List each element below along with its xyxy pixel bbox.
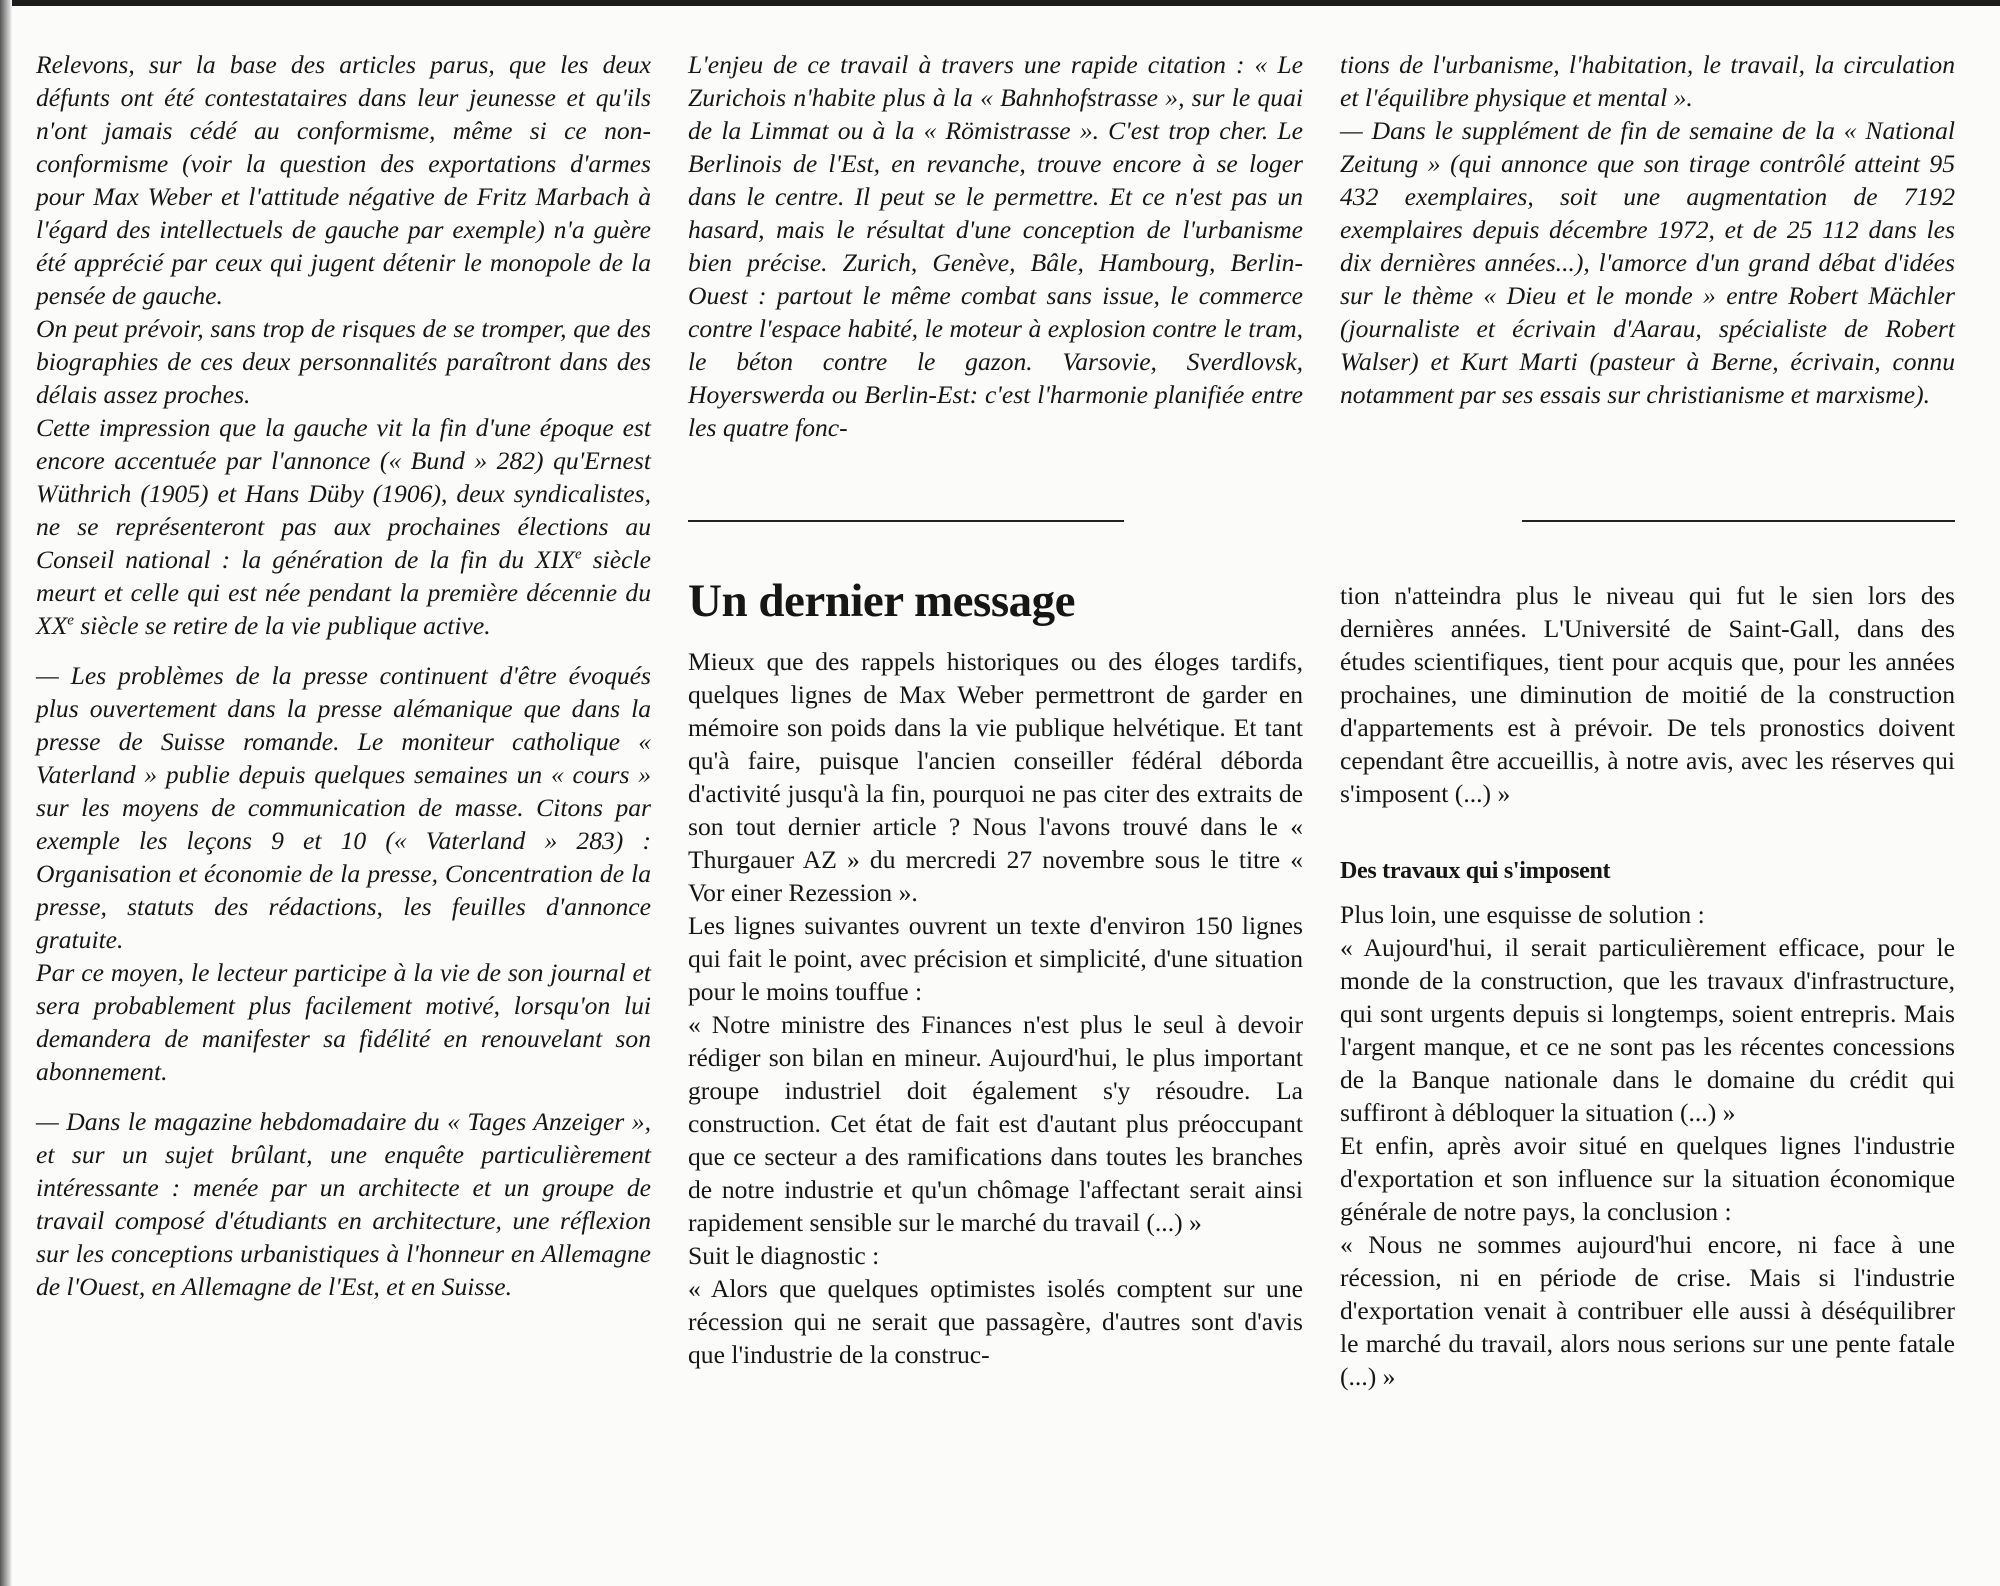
page-top-edge: [0, 0, 2000, 6]
left-column: [36, 48, 651, 1303]
paragraph: — Dans le supplément de fin de semaine de la « National Zeitung » (qui annonce que son tirage contrôlé atteint 95 432 exemplaires, soit une augmentation de 7192 exemplaires depuis décembre 1972, et de 25 112 dans les dix dernières années...), l'amorce d'un grand débat d'idées sur le thème « Dieu et le monde » entre Robert Mächler (journaliste et écrivain d'Aarau, spécialiste de Robert Walser) et Kurt Marti (pasteur à Berne, écrivain, connu notamment par ses essais sur christianisme et marxisme).: [1340, 116, 1955, 409]
paragraph: « Aujourd'hui, il serait particulièrement efficace, pour le monde de la construction, que les travaux d'infrastructure, qui sont urgents depuis si longtemps, soient entrepris. Mais l'argent manque, et ce ne sont pas les récentes concessions de la Banque nationale dans le domaine du crédit qui suffiront à débloquer la situation (...) »: [1340, 933, 1955, 1127]
superscript: e: [574, 546, 582, 563]
divider-rule: [1522, 520, 1955, 522]
paragraph: Par ce moyen, le lecteur participe à la vie de son journal et sera probablement plus facilement motivé, lorsqu'on lui demandera de manifester sa fidélité en renouvelant son abonnement.: [36, 958, 651, 1086]
paragraph: — Les problèmes de la presse continuent d'être évoqués plus ouvertement dans la presse alémanique que dans la presse de Suisse romande. Le moniteur catholique « Vaterland » publie depuis quelques semaines un « cours » sur les moyens de communication de masse. Citons par exemple les leçons 9 et 10 (« Vaterland » 283) : Organisation et économie de la presse, Concentration de la presse, statuts des rédactions, les feuilles d'annonce gratuite.: [36, 661, 651, 954]
page-left-edge: [0, 0, 12, 1586]
paragraph: On peut prévoir, sans trop de risques de se tromper, que des biographies de ces deux personnalités paraîtront dans des délais assez proches.: [36, 314, 651, 409]
text-run: siècle meurt et celle qui est née pendant la première décennie du XX: [36, 545, 651, 640]
paragraph: Mieux que des rappels historiques ou des éloges tardifs, quelques lignes de Max Weber permettront de garder en mémoire son poids dans la vie publique helvétique. Et tant qu'à faire, puisque l'ancien conseiller fédéral déborda d'activité jusqu'à la fin, pourquoi ne pas citer des extraits de son tout dernier article ? Nous l'avons trouvé dans le « Thurgauer AZ » du mercredi 27 novembre sous le titre « Vor einer Rezession ».: [688, 647, 1303, 907]
paragraph: « Nous ne sommes aujourd'hui encore, ni face à une récession, ni en période de crise. Mais si l'industrie d'exportation venait à contribuer elle aussi à déséquilibrer le marché du travail, alors nous serions sur une pente fatale (...) »: [1340, 1230, 1955, 1391]
paragraph: Et enfin, après avoir situé en quelques lignes l'industrie d'exportation et son influence sur la situation économique générale de notre pays, la conclusion :: [1340, 1131, 1955, 1226]
paragraph: « Notre ministre des Finances n'est plus le seul à devoir rédiger son bilan en mineur. Aujourd'hui, le plus important groupe industriel doit également s'y résoudre. La construction. Cet état de fait est d'autant plus préoccupant que ce secteur a des ramifications dans toutes les branches de notre industrie et qu'un chômage l'affectant serait ainsi rapidement sensible sur le marché du travail (...) »: [688, 1010, 1303, 1237]
text-run: Cette impression que la gauche vit la fin d'une époque est encore accentuée par l'annonce (« Bund » 282) qu'Ernest Wüthrich (1905) et Hans Düby (1906), deux syndicalistes, ne se représenteront pas aux prochaines élections au Conseil national : la génération de la fin du XIX: [36, 413, 651, 574]
divider-rule: [688, 520, 1124, 522]
article-subheading: Des travaux qui s'imposent: [1340, 858, 1611, 884]
paragraph: Les lignes suivantes ouvrent un texte d'environ 150 lignes qui fait le point, avec précision et simplicité, d'une situation pour le moins touffue :: [688, 911, 1303, 1006]
article-headline: Un dernier message: [688, 575, 1075, 627]
paragraph: tion n'atteindra plus le niveau qui fut le sien lors des dernières années. L'Université de Saint-Gall, dans des études scientifiques, tient pour acquis que, pour les années prochaines, une diminution de moitié de la construction d'appartements est à prévoir. De tels pronostics doivent cependant être accueillis, à notre avis, avec les réserves qui s'imposent (...) »: [1340, 581, 1955, 808]
text-run: siècle se retire de la vie publique active.: [73, 611, 491, 640]
paragraph: Suit le diagnostic :: [688, 1241, 880, 1270]
paragraph: L'enjeu de ce travail à travers une rapide citation : « Le Zurichois n'habite plus à la « Bahnhofstrasse », sur le quai de la Limmat ou à la « Römistrasse ». C'est trop cher. Le Berlinois de l'Est, en revanche, trouve encore à se loger dans le centre. Il peut se le permettre. Et ce n'est pas un hasard, mais le résultat d'une conception de l'urbanisme bien précise. Zurich, Genève, Bâle, Hambourg, Berlin-Ouest : partout le même combat sans issue, le commerce contre l'espace habité, le moteur à explosion contre le tram, le béton contre le gazon. Varsovie, Sverdlovsk, Hoyerswerda ou Berlin-Est: c'est l'harmonie planifiée entre les quatre fonc-: [688, 50, 1303, 442]
article-right-column: [1340, 579, 1955, 1393]
paragraph: — Dans le magazine hebdomadaire du « Tages Anzeiger », et sur un sujet brûlant, une enquête particulièrement intéressante : menée par un architecte et un groupe de travail composé d'étudiants en architecture, une réflexion sur les conceptions urbanistiques à l'honneur en Allemagne de l'Ouest, en Allemagne de l'Est, et en Suisse.: [36, 1107, 651, 1301]
paragraph: Plus loin, une esquisse de solution :: [1340, 900, 1705, 929]
paragraph: tions de l'urbanisme, l'habitation, le travail, la circulation et l'équilibre physique et mental ».: [1340, 50, 1955, 112]
superscript: e: [67, 612, 74, 629]
paragraph: « Alors que quelques optimistes isolés comptent sur une récession qui ne serait que passagère, d'autres sont d'avis que l'industrie de la construc-: [688, 1274, 1303, 1369]
paragraph: [36, 411, 651, 642]
paragraph: Relevons, sur la base des articles parus, que les deux défunts ont été contestataires dans leur jeunesse et qu'ils n'ont jamais cédé au conformisme, même si ce non-conformisme (voir la question des exportations d'armes pour Max Weber et l'attitude négative de Fritz Marbach à l'égard des intellectuels de gauche par exemple) n'a guère été apprécié par ceux qui jugent détenir le monopole de la pensée de gauche.: [36, 50, 651, 310]
right-column-top: [1340, 48, 1955, 411]
article-middle-column: [688, 645, 1303, 1371]
middle-column-top: [688, 48, 1303, 444]
